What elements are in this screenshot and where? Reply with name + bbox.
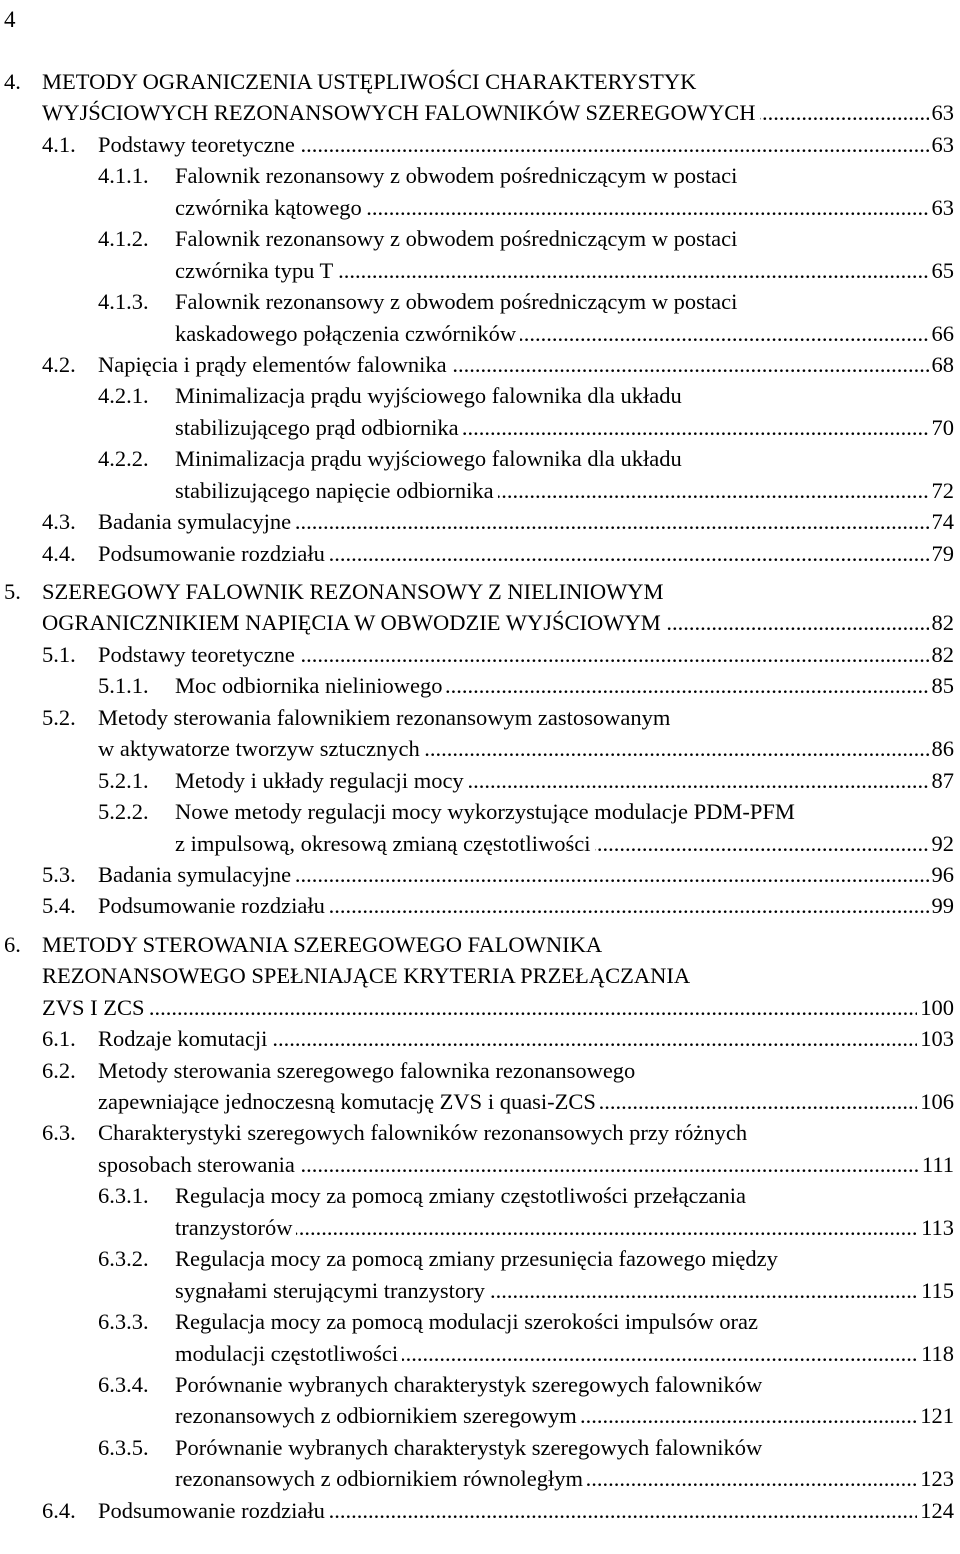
- toc-entry[interactable]: [0, 670, 960, 701]
- toc-entry-title: w aktywatorze tworzyw sztucznych: [98, 733, 424, 764]
- toc-page-number: 63: [929, 192, 955, 223]
- toc-entry-title: Napięcia i prądy elementów falownika: [98, 349, 451, 380]
- toc-entry-number: 4.4.: [42, 540, 76, 566]
- toc-page-number: 121: [917, 1400, 954, 1431]
- toc-line: [0, 828, 960, 859]
- toc-entry[interactable]: [0, 859, 960, 890]
- toc-page-number: 99: [929, 890, 955, 921]
- toc-entry-title: Falownik rezonansowy z obwodem pośredniczącym w postaci: [175, 163, 738, 189]
- toc-entry-title: Metody i układy regulacji mocy: [175, 765, 468, 796]
- toc-entry-title: sposobach sterowania: [98, 1149, 299, 1180]
- toc-entry-title: Regulacja mocy za pomocą zmiany częstotliwości przełączania: [175, 1183, 746, 1209]
- toc-entry-number: 6.3.2.: [98, 1246, 149, 1272]
- toc-line: [0, 796, 960, 827]
- toc-entry-title: tranzystorów: [175, 1212, 296, 1243]
- toc-line: [0, 349, 960, 380]
- toc-page-number: 123: [917, 1463, 954, 1494]
- toc-entry-number: 5.2.2.: [98, 799, 149, 825]
- toc-entry-title: METODY OGRANICZENIA USTĘPLIWOŚCI CHARAKTERYSTYK: [42, 69, 697, 94]
- toc-entry-title: SZEREGOWY FALOWNIK REZONANSOWY Z NIELINIOWYM: [42, 579, 664, 604]
- toc-entry-number: 6.3.: [42, 1120, 76, 1146]
- toc-entry-number: 4.2.1.: [98, 383, 149, 409]
- toc-line: [0, 733, 960, 764]
- toc-entry-title: REZONANSOWEGO SPEŁNIAJĄCE KRYTERIA PRZEŁĄCZANIA: [42, 963, 691, 989]
- toc-entry-number: 6.3.5.: [98, 1434, 149, 1460]
- toc-entry-title: Podsumowanie rozdziału: [98, 1495, 329, 1526]
- toc-line: [0, 576, 960, 607]
- toc-page-number: 118: [918, 1338, 954, 1369]
- toc-line: [0, 1117, 960, 1148]
- toc-entry-title: czwórnika typu T: [175, 255, 337, 286]
- toc-line: [0, 1400, 960, 1431]
- toc-entry-title: Podstawy teoretyczne: [98, 639, 299, 670]
- toc-entry-title: Falownik rezonansowy z obwodem pośredniczącym w postaci: [175, 226, 738, 252]
- toc-entry[interactable]: [0, 1023, 960, 1054]
- toc-entry-title: zapewniające jednoczesną komutację ZVS i quasi-ZCS: [98, 1086, 600, 1117]
- toc-line: [0, 890, 960, 921]
- toc-entry-title: Regulacja mocy za pomocą zmiany przesunięcia fazowego między: [175, 1246, 778, 1272]
- toc-line: [0, 255, 960, 286]
- toc-line: [0, 1495, 960, 1526]
- toc-line: [0, 97, 960, 128]
- toc-page-number: 79: [929, 538, 955, 569]
- toc-page-number: 66: [929, 318, 955, 349]
- toc-entry-title: czwórnika kątowego: [175, 192, 366, 223]
- toc-entry[interactable]: [0, 538, 960, 569]
- toc-line: [0, 1086, 960, 1117]
- toc-entry[interactable]: [0, 1369, 960, 1432]
- toc-page-number: 82: [929, 607, 955, 638]
- toc-line: [0, 1338, 960, 1369]
- toc-entry-number: 6.3.4.: [98, 1371, 149, 1397]
- toc-line: [0, 702, 960, 733]
- toc-entry-title: Podsumowanie rozdziału: [98, 538, 329, 569]
- toc-entry-number: 4.1.2.: [98, 226, 149, 252]
- toc-line: [0, 223, 960, 254]
- page-number: 4: [4, 7, 16, 32]
- toc-entry-number: 6.4.: [42, 1497, 76, 1523]
- toc-entry-number: 6.3.1.: [98, 1183, 149, 1209]
- toc-line: [0, 66, 960, 97]
- toc-entry-number: 5.2.1.: [98, 767, 149, 793]
- toc-line: [0, 1275, 960, 1306]
- toc-line: [0, 160, 960, 191]
- toc-line: [0, 960, 960, 991]
- toc-line: [0, 1306, 960, 1337]
- toc-line: [0, 412, 960, 443]
- toc-entry-number: 5.2.: [42, 704, 76, 730]
- toc-entry[interactable]: [0, 576, 960, 639]
- toc-entry-number: 5.4.: [42, 893, 76, 919]
- toc-page-number: 124: [917, 1495, 954, 1526]
- toc-entry-title: Minimalizacja prądu wyjściowego falownika dla układu: [175, 446, 682, 472]
- toc-line: [0, 286, 960, 317]
- toc-line: [0, 129, 960, 160]
- toc-entry-title: METODY STEROWANIA SZEREGOWEGO FALOWNIKA: [42, 931, 603, 957]
- toc-line: [0, 1432, 960, 1463]
- toc-entry[interactable]: [0, 639, 960, 670]
- toc-line: [0, 538, 960, 569]
- toc-line: [0, 1212, 960, 1243]
- toc-entry-title: Falownik rezonansowy z obwodem pośredniczącym w postaci: [175, 289, 738, 315]
- toc-line: [0, 1463, 960, 1494]
- toc-line: [0, 639, 960, 670]
- toc-entry-title: WYJŚCIOWYCH REZONANSOWYCH FALOWNIKÓW SZEREGOWYCH: [42, 97, 760, 128]
- toc-entry[interactable]: [0, 349, 960, 380]
- toc-entry[interactable]: [0, 1432, 960, 1495]
- toc-entry-number: 4.1.1.: [98, 163, 149, 189]
- toc-entry-title: modulacji częstotliwości: [175, 1338, 402, 1369]
- toc-entry[interactable]: [0, 443, 960, 506]
- toc-entry[interactable]: [0, 1117, 960, 1180]
- toc-entry[interactable]: [0, 1180, 960, 1243]
- toc-entry-number: 6.2.: [42, 1057, 76, 1083]
- toc-entry-title: Charakterystyki szeregowych falowników rezonansowych przy różnych: [98, 1120, 748, 1146]
- toc-entry-title: sygnałami sterującymi tranzystory: [175, 1275, 489, 1306]
- toc-line: [0, 765, 960, 796]
- toc-page-number: 68: [929, 349, 955, 380]
- toc-entry[interactable]: [0, 506, 960, 537]
- toc-entry[interactable]: [0, 129, 960, 160]
- toc-entry[interactable]: [0, 1495, 960, 1526]
- toc-entry[interactable]: [0, 380, 960, 443]
- toc-entry-title: Porównanie wybranych charakterystyk szeregowych falowników: [175, 1434, 763, 1460]
- toc-line: [0, 1243, 960, 1274]
- toc-page-number: 65: [929, 255, 955, 286]
- toc-line: [0, 1180, 960, 1211]
- toc-entry-title: Regulacja mocy za pomocą modulacji szerokości impulsów oraz: [175, 1309, 758, 1335]
- toc-entry-title: Metody sterowania falownikiem rezonansowym zastosowanym: [98, 704, 671, 730]
- toc-entry[interactable]: [0, 1243, 960, 1306]
- toc-entry-number: 4.: [4, 69, 21, 94]
- toc-page-number: 82: [929, 639, 955, 670]
- toc-entry-number: 4.1.3.: [98, 289, 149, 315]
- toc-entry[interactable]: [0, 1306, 960, 1369]
- toc-entry-title: Nowe metody regulacji mocy wykorzystujące modulacje PDM-PFM: [175, 799, 795, 825]
- toc-entry-title: Podstawy teoretyczne: [98, 129, 299, 160]
- toc-entry-title: z impulsową, okresową zmianą częstotliwości: [175, 828, 595, 859]
- toc-line: [0, 192, 960, 223]
- toc-line: [0, 859, 960, 890]
- toc-entry-title: rezonansowych z odbiornikiem szeregowym: [175, 1400, 581, 1431]
- toc-entry-title: Podsumowanie rozdziału: [98, 890, 329, 921]
- toc-entry-title: Rodzaje komutacji: [98, 1023, 271, 1054]
- toc-line: [0, 607, 960, 638]
- toc-entry-number: 6.3.3.: [98, 1309, 149, 1335]
- toc-page-number: 92: [929, 828, 955, 859]
- toc-entry-title: Badania symulacyjne: [98, 506, 295, 537]
- toc-page-number: 86: [929, 733, 955, 764]
- toc-entry-title: Moc odbiornika nieliniowego: [175, 670, 446, 701]
- toc-line: [0, 380, 960, 411]
- toc-page-number: 115: [918, 1275, 954, 1306]
- toc-page-number: 63: [929, 129, 955, 160]
- toc-entry-number: 6.1.: [42, 1026, 76, 1052]
- toc-entry-title: Badania symulacyjne: [98, 859, 295, 890]
- toc-entry-title: Porównanie wybranych charakterystyk szeregowych falowników: [175, 1371, 763, 1397]
- toc-entry-title: rezonansowych z odbiornikiem równoległym: [175, 1463, 587, 1494]
- toc-entry-number: 5.1.1.: [98, 673, 149, 699]
- toc-entry-title: OGRANICZNIKIEM NAPIĘCIA W OBWODZIE WYJŚCIOWYM: [42, 607, 665, 638]
- toc-entry[interactable]: [0, 702, 960, 765]
- toc-entry[interactable]: [0, 796, 960, 859]
- toc-entry-title: Metody sterowania szeregowego falownika rezonansowego: [98, 1057, 636, 1083]
- toc-line: [0, 929, 960, 960]
- toc-line: [0, 506, 960, 537]
- toc-entry-number: 5.: [4, 579, 21, 604]
- toc-line: [0, 992, 960, 1023]
- toc-page-number: 111: [919, 1149, 954, 1180]
- toc-entry[interactable]: [0, 160, 960, 223]
- table-of-contents: [0, 66, 960, 1526]
- toc-entry-number: 4.2.2.: [98, 446, 149, 472]
- toc-entry[interactable]: [0, 66, 960, 129]
- toc-page-number: 100: [917, 992, 954, 1023]
- toc-entry-number: 5.1.: [42, 641, 76, 667]
- toc-entry[interactable]: [0, 1055, 960, 1118]
- toc-page-number: 87: [929, 765, 955, 796]
- toc-page-number: 63: [929, 97, 955, 128]
- toc-entry-title: stabilizującego prąd odbiornika: [175, 412, 463, 443]
- toc-entry[interactable]: [0, 765, 960, 796]
- toc-entry-title: kaskadowego połączenia czwórników: [175, 318, 520, 349]
- toc-entry-number: 4.3.: [42, 509, 76, 535]
- toc-line: [0, 443, 960, 474]
- toc-entry[interactable]: [0, 890, 960, 921]
- toc-page-number: 70: [929, 412, 955, 443]
- toc-entry-title: Minimalizacja prądu wyjściowego falownika dla układu: [175, 383, 682, 409]
- toc-entry[interactable]: [0, 929, 960, 1023]
- toc-entry-number: 4.1.: [42, 131, 76, 157]
- toc-page-number: 96: [929, 859, 955, 890]
- toc-line: [0, 1149, 960, 1180]
- toc-line: [0, 475, 960, 506]
- toc-line: [0, 670, 960, 701]
- toc-page-number: 113: [918, 1212, 954, 1243]
- toc-entry-number: 5.3.: [42, 861, 76, 887]
- toc-page-number: 72: [929, 475, 955, 506]
- toc-line: [0, 318, 960, 349]
- toc-entry-number: 6.: [4, 931, 21, 957]
- toc-page-number: 74: [929, 506, 955, 537]
- toc-entry-number: 4.2.: [42, 351, 76, 377]
- toc-page-number: 103: [917, 1023, 954, 1054]
- toc-entry-title: stabilizującego napięcie odbiornika: [175, 475, 498, 506]
- toc-line: [0, 1369, 960, 1400]
- toc-line: [0, 1023, 960, 1054]
- toc-entry[interactable]: [0, 223, 960, 286]
- toc-line: [0, 1055, 960, 1086]
- toc-entry[interactable]: [0, 286, 960, 349]
- dot-leader: [42, 992, 954, 1023]
- toc-page-number: 106: [917, 1086, 954, 1117]
- toc-entry-title: ZVS I ZCS: [42, 992, 149, 1023]
- toc-page-number: 85: [929, 670, 955, 701]
